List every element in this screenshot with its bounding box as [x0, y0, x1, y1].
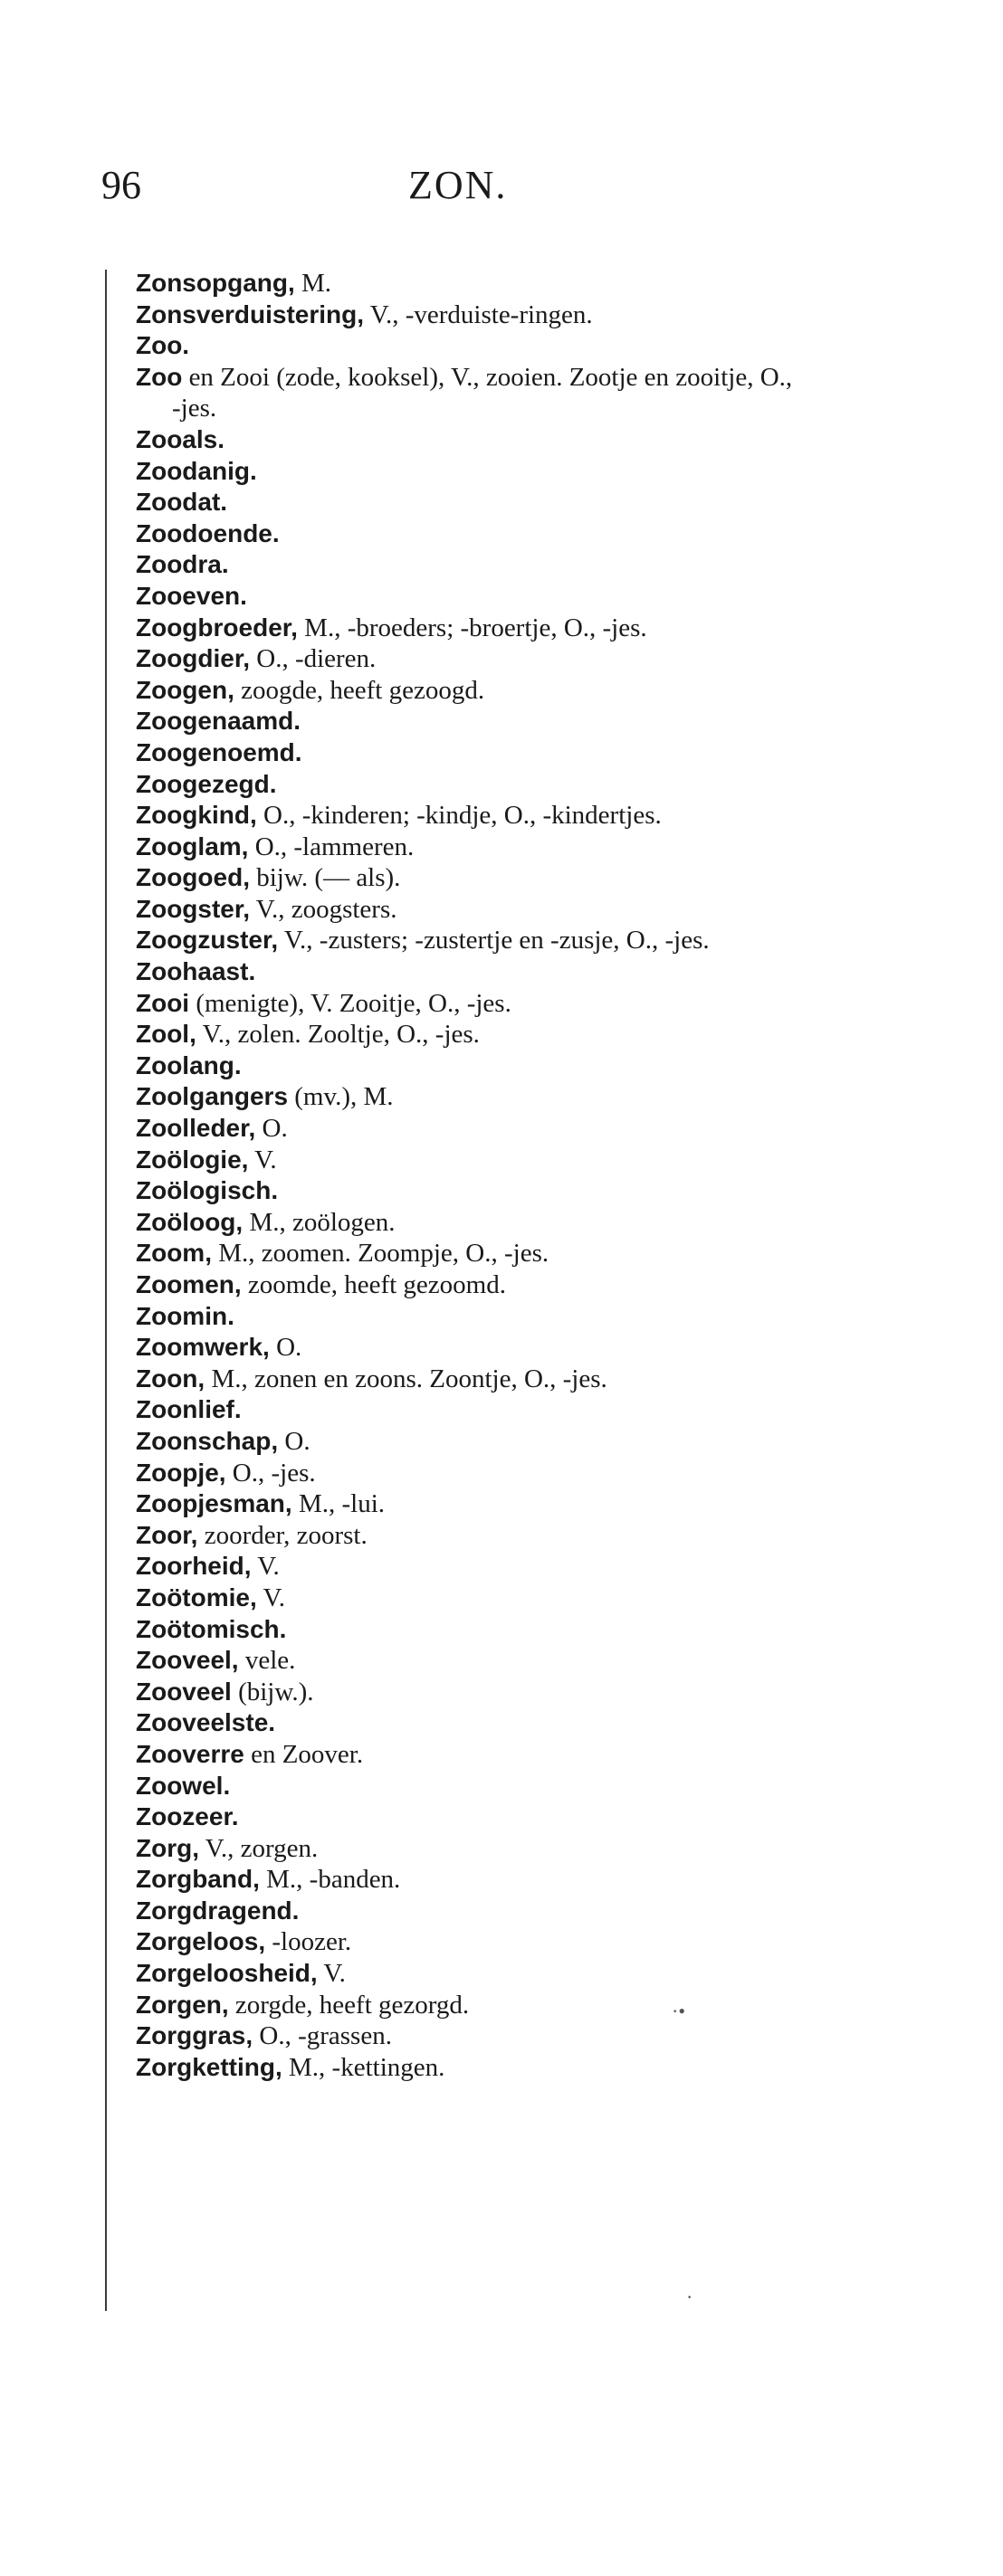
- dictionary-entry: [136, 1301, 797, 1333]
- dictionary-entry: [136, 613, 797, 644]
- entry-definition: M., zoomen. Zoompje, O., -jes.: [212, 1239, 549, 1269]
- dictionary-entry: [136, 925, 797, 956]
- entry-headword: Zooals.: [136, 424, 225, 453]
- entry-definition: V., -verduiste-ringen.: [364, 299, 593, 329]
- dictionary-entry: [136, 988, 797, 1020]
- dictionary-entry: [136, 1238, 797, 1269]
- entry-headword: Zonsopgang,: [136, 269, 295, 297]
- entry-headword: Zooglam,: [136, 832, 249, 860]
- entry-definition: O., -grassen.: [253, 2021, 392, 2051]
- entry-definition: V., zoogsters.: [250, 894, 397, 924]
- entry-headword: Zoowel.: [136, 1771, 231, 1800]
- dictionary-entry: [136, 1050, 797, 1082]
- entry-headword: Zooverre: [136, 1739, 244, 1768]
- entry-headword: Zooeven.: [136, 581, 247, 610]
- entry-definition: V.: [248, 1145, 277, 1174]
- entry-definition: V.: [251, 1552, 280, 1582]
- dictionary-entry: [136, 862, 797, 894]
- dictionary-entry: [136, 800, 797, 832]
- entry-headword: Zoodanig.: [136, 456, 257, 485]
- entry-definition: en Zooi (zode, kooksel), V., zooien. Zootje en zooitje, O., -jes.: [172, 362, 793, 423]
- dictionary-entry: [136, 1488, 797, 1520]
- entry-headword: Zoonlief.: [136, 1395, 242, 1424]
- entry-headword: Zoomwerk,: [136, 1333, 270, 1362]
- entry-definition: zoogde, heeft gezoogd.: [234, 675, 485, 705]
- dictionary-entry: [136, 1739, 797, 1771]
- dictionary-entry: [136, 362, 797, 424]
- entry-headword: Zoogdier,: [136, 644, 250, 673]
- dictionary-entry: [136, 424, 797, 456]
- entry-headword: Zoomin.: [136, 1301, 234, 1330]
- entry-definition: (bijw.).: [231, 1677, 314, 1706]
- entry-definition: zoomde, heeft gezoomd.: [241, 1270, 506, 1299]
- entry-definition: en Zoover.: [244, 1739, 364, 1769]
- entry-headword: Zoodra.: [136, 550, 229, 579]
- dictionary-entry: [136, 1926, 797, 1958]
- dictionary-entry: [136, 518, 797, 550]
- column-rule: [105, 270, 107, 2311]
- entry-definition: vele.: [238, 1646, 296, 1676]
- dictionary-entry: [136, 1583, 797, 1614]
- entry-definition: M.: [294, 269, 332, 298]
- entry-definition: O.: [255, 1114, 288, 1144]
- entry-headword: Zorggras,: [136, 2021, 253, 2050]
- dictionary-entry: [136, 1458, 797, 1489]
- entry-headword: Zoöloog,: [136, 1207, 244, 1236]
- dictionary-entry: [136, 1645, 797, 1677]
- entry-headword: Zooveelste.: [136, 1708, 276, 1737]
- dictionary-entry: [136, 1113, 797, 1145]
- dictionary-entry: [136, 1520, 797, 1552]
- entry-headword: Zoogezegd.: [136, 769, 277, 798]
- entry-headword: Zoodoende.: [136, 518, 280, 547]
- entry-headword: Zorgband,: [136, 1865, 260, 1894]
- entry-headword: Zoogbroeder,: [136, 613, 298, 642]
- entry-headword: Zorgen,: [136, 1990, 229, 2019]
- entry-definition: M., -kettingen.: [282, 2052, 445, 2082]
- dictionary-entry: [136, 894, 797, 926]
- entry-headword: Zoomen,: [136, 1270, 242, 1298]
- dictionary-entry: [136, 1614, 797, 1646]
- entry-definition: M., zoölogen.: [243, 1207, 396, 1237]
- dictionary-entry: [136, 1677, 797, 1708]
- stray-mark: ·: [686, 2286, 693, 2308]
- entry-headword: Zonsverduistering,: [136, 299, 365, 328]
- entry-headword: Zoor,: [136, 1520, 198, 1549]
- dictionary-entry: [136, 549, 797, 581]
- entry-headword: Zoo.: [136, 331, 190, 360]
- dictionary-entry: [136, 1864, 797, 1896]
- entry-definition: (mv.), M.: [288, 1082, 394, 1112]
- dictionary-entry: [136, 1958, 797, 1990]
- entry-headword: Zool,: [136, 1020, 196, 1049]
- dictionary-entry: [136, 1551, 797, 1583]
- entry-headword: Zorg,: [136, 1833, 199, 1862]
- entry-headword: Zoogzuster,: [136, 926, 279, 955]
- entry-definition: O., -dieren.: [250, 644, 377, 674]
- dictionary-entry: [136, 1771, 797, 1802]
- entry-headword: Zoogkind,: [136, 801, 257, 830]
- dictionary-entry: [136, 1990, 797, 2021]
- entry-headword: Zoogster,: [136, 894, 251, 923]
- entry-definition: M., -banden.: [259, 1865, 401, 1895]
- entry-headword: Zoom,: [136, 1239, 212, 1268]
- entry-headword: Zoölogie,: [136, 1145, 249, 1174]
- entry-definition: O., -lammeren.: [248, 832, 415, 861]
- dictionary-entry: [136, 643, 797, 675]
- dictionary-entry: [136, 1364, 797, 1395]
- dictionary-entry: [136, 1269, 797, 1301]
- dictionary-entry: [136, 2052, 797, 2084]
- entry-definition: zoorder, zoorst.: [197, 1520, 368, 1550]
- entry-definition: O., -jes.: [225, 1458, 316, 1488]
- entry-headword: Zoogenaamd.: [136, 707, 301, 736]
- dictionary-entry: [136, 1145, 797, 1176]
- entry-headword: Zoolang.: [136, 1050, 242, 1079]
- dictionary-entry: [136, 956, 797, 988]
- dictionary-entry: [136, 299, 797, 331]
- stray-mark: ·•: [672, 2000, 686, 2022]
- dictionary-entry: [136, 706, 797, 737]
- dictionary-entry: [136, 268, 797, 299]
- entry-headword: Zoolleder,: [136, 1114, 256, 1143]
- entry-definition: (menigte), V. Zooitje, O., -jes.: [189, 988, 511, 1018]
- entry-headword: Zoötomisch.: [136, 1614, 287, 1643]
- dictionary-entry: [136, 675, 797, 707]
- entry-headword: Zoorheid,: [136, 1552, 252, 1581]
- dictionary-entry: [136, 456, 797, 488]
- dictionary-entries: [136, 268, 797, 2083]
- entry-headword: Zoogenoemd.: [136, 737, 302, 766]
- dictionary-entry: [136, 1332, 797, 1364]
- entry-headword: Zorgeloosheid,: [136, 1959, 318, 1988]
- dictionary-entry: [136, 1175, 797, 1207]
- dictionary-entry: [136, 1426, 797, 1458]
- entry-definition: V.: [256, 1583, 285, 1612]
- dictionary-entry: [136, 1207, 797, 1239]
- entry-definition: V.: [317, 1959, 346, 1989]
- dictionary-entry: [136, 1019, 797, 1050]
- entry-definition: O., -kinderen; -kindje, O., -kindertjes.: [256, 801, 662, 831]
- entry-headword: Zoozeer.: [136, 1802, 239, 1831]
- dictionary-entry: [136, 487, 797, 518]
- entry-headword: Zoogoed,: [136, 863, 250, 892]
- entry-definition: M., -broeders; -broertje, O., -jes.: [297, 613, 647, 642]
- entry-definition: V., -zusters; -zustertje en -zusje, O., -jes.: [278, 926, 710, 955]
- entry-headword: Zoodat.: [136, 488, 228, 517]
- dictionary-entry: [136, 832, 797, 863]
- entry-definition: V., zolen. Zooltje, O., -jes.: [196, 1020, 480, 1050]
- entry-headword: Zoon,: [136, 1364, 205, 1393]
- dictionary-entry: [136, 1081, 797, 1113]
- entry-headword: Zoogen,: [136, 675, 234, 704]
- entry-headword: Zoohaast.: [136, 957, 256, 986]
- entry-definition: bijw. (— als).: [249, 863, 401, 893]
- running-head: ZON.: [408, 163, 508, 207]
- entry-definition: M., -lui.: [291, 1489, 386, 1519]
- entry-headword: Zorgeloos,: [136, 1927, 266, 1956]
- dictionary-entry: [136, 1707, 797, 1739]
- dictionary-entry: [136, 581, 797, 613]
- entry-definition: zorgde, heeft gezorgd.: [228, 1990, 470, 2020]
- entry-headword: Zoölogisch.: [136, 1176, 279, 1205]
- dictionary-entry: [136, 737, 797, 769]
- entry-headword: Zooi: [136, 988, 190, 1017]
- dictionary-entry: [136, 1394, 797, 1426]
- entry-definition: M., zonen en zoons. Zoontje, O., -jes.: [205, 1364, 607, 1393]
- entry-headword: Zoötomie,: [136, 1583, 257, 1611]
- dictionary-entry: [136, 1833, 797, 1865]
- dictionary-entry: [136, 769, 797, 801]
- entry-headword: Zoonschap,: [136, 1426, 279, 1455]
- entry-definition: V., zorgen.: [199, 1833, 319, 1863]
- entry-headword: Zoopje,: [136, 1458, 226, 1487]
- page-number: 96: [101, 163, 141, 207]
- dictionary-entry: [136, 1801, 797, 1833]
- entry-headword: Zoo: [136, 362, 183, 391]
- entry-definition: O.: [278, 1426, 310, 1456]
- entry-headword: Zooveel,: [136, 1646, 239, 1675]
- entry-definition: -loozer.: [265, 1927, 352, 1957]
- entry-definition: O.: [269, 1333, 302, 1363]
- entry-headword: Zoolgangers: [136, 1082, 289, 1111]
- dictionary-entry: [136, 2020, 797, 2052]
- dictionary-entry: [136, 330, 797, 362]
- entry-headword: Zorgdragend.: [136, 1896, 300, 1925]
- entry-headword: Zoopjesman,: [136, 1489, 292, 1518]
- entry-headword: Zorgketting,: [136, 2052, 282, 2081]
- dictionary-entry: [136, 1896, 797, 1927]
- entry-headword: Zooveel: [136, 1677, 232, 1706]
